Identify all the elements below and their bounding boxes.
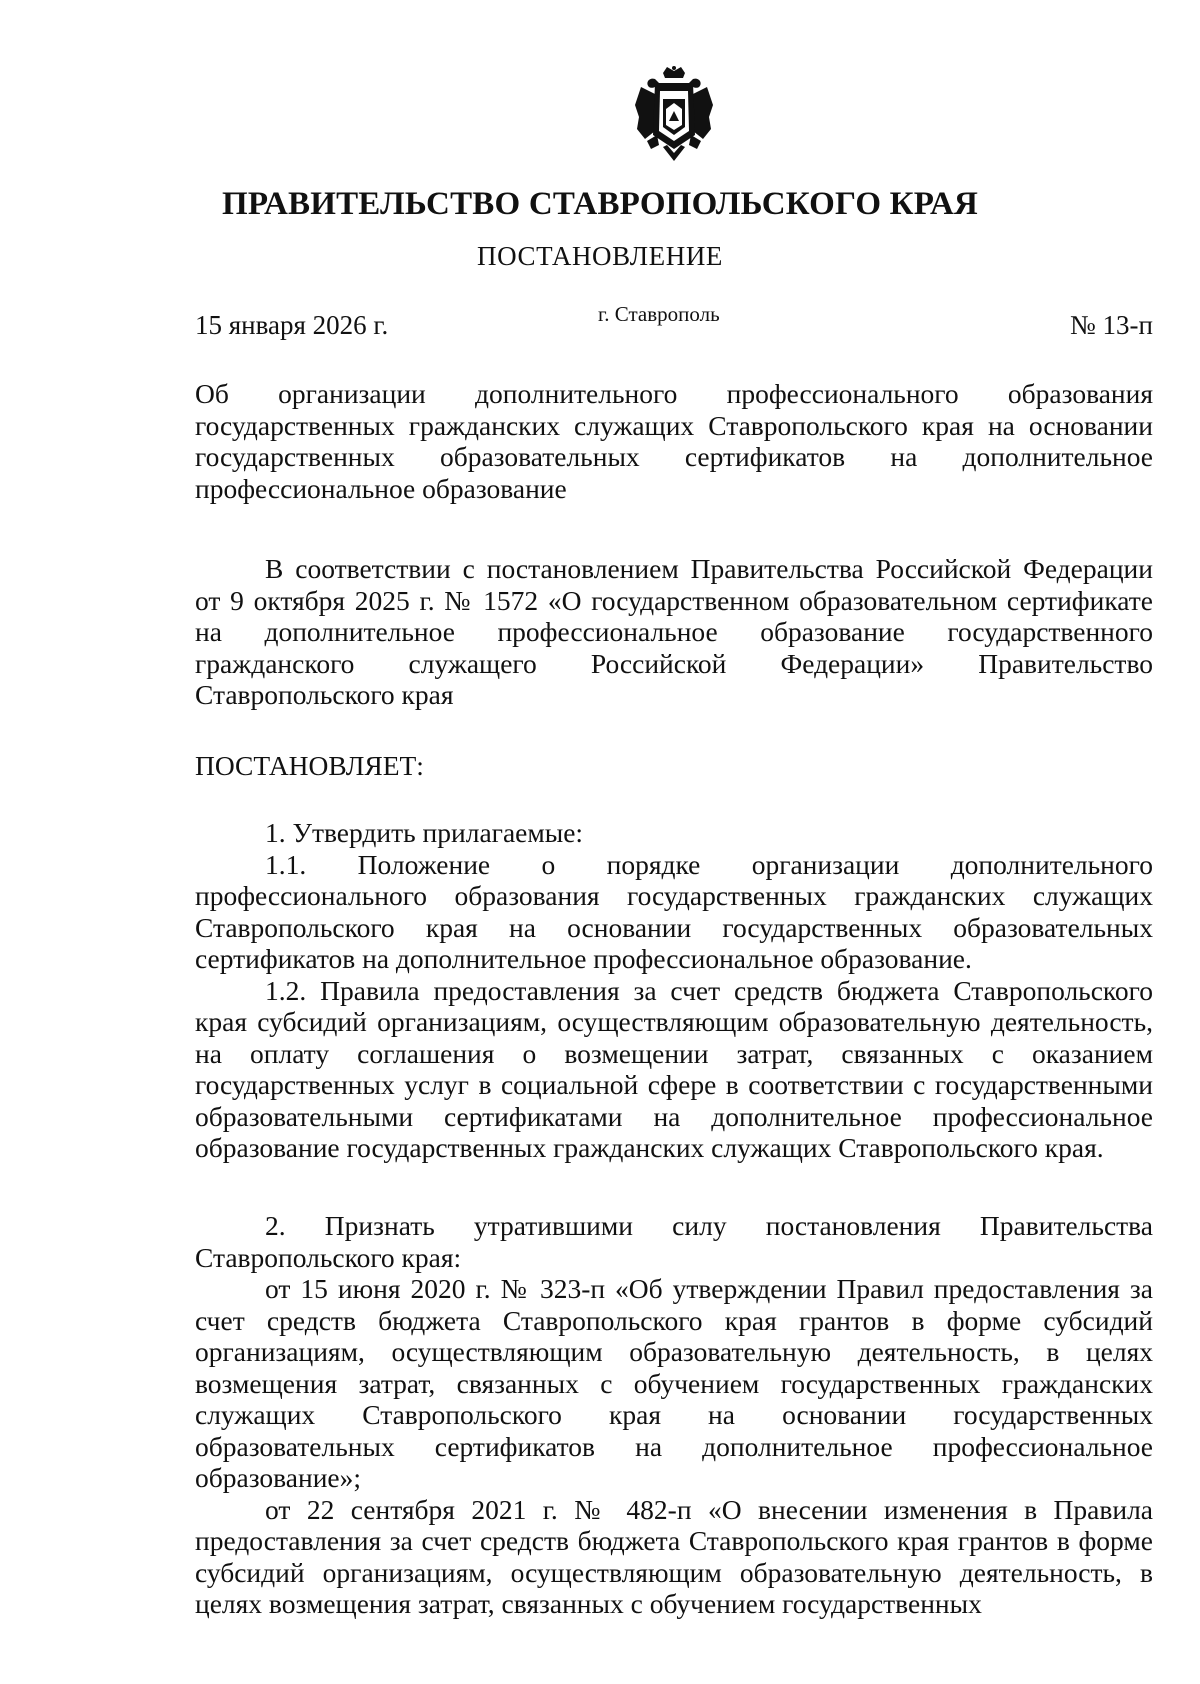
item-2-ref-2: от 22 сентября 2021 г. № 482-п «О внесении изменения в Правила предоставления за счет средств бюджета Ставропольского края грантов в форме субсидий организациям, осуществляющим образовательную деятельность, в целях возмещения затрат, связанных с обучением государственных	[195, 1493, 1153, 1619]
resolves-heading: ПОСТАНОВЛЯЕТ:	[195, 750, 424, 781]
document-kind: ПОСТАНОВЛЕНИЕ	[476, 241, 724, 271]
preamble-section	[195, 553, 1153, 711]
document-subject: Об организации дополнительного профессионального образования государственных гражданских служащих Ставропольского края на основании государственных образовательных сертификатов на дополнительное профессиональное образование	[195, 378, 1153, 504]
item-2-ref-1: от 15 июня 2020 г. № 323-п «Об утверждении Правил предоставления за счет средств бюджета Ставропольского края грантов в форме субсидий организациям, осуществляющим образовательную деятельность, в целях возмещения затрат, связанных с обучением государственных гражданских служащих Ставропольского края на основании государственных образовательных сертификатов на дополнительное профессиональное образование»;	[195, 1273, 1153, 1493]
document-number: № 13-п	[1070, 310, 1153, 340]
item-1-2: 1.2. Правила предоставления за счет средств бюджета Ставропольского края субсидий организациям, осуществляющим образовательную деятельность, на оплату соглашения о возмещении затрат, связанных с оказанием государственных услуг в социальной сфере в соответствии с государственными образовательными сертификатами на дополнительное профессиональное образование государственных гражданских служащих Ставропольского края.	[195, 974, 1153, 1163]
preamble-text: В соответствии с постановлением Правительства Российской Федерации от 9 октября 2025 г. № 1572 «О государственном образовательном сертификате на дополнительное профессиональное образование государственного гражданского служащего Российской Федерации» Правительство Ставропольского края	[195, 553, 1153, 710]
item-2-intro: 2. Признать утратившими силу постановления Правительства Ставропольского края:	[195, 1210, 1153, 1273]
document-city: г. Ставрополь	[598, 302, 720, 326]
item-2-section	[195, 1210, 1153, 1620]
government-title: ПРАВИТЕЛЬСТВО СТАВРОПОЛЬСКОГО КРАЯ	[221, 186, 979, 222]
item-1-intro: 1. Утвердить прилагаемые:	[265, 817, 584, 848]
coat-of-arms-icon	[633, 65, 715, 165]
item-1-section	[195, 817, 1153, 1164]
document-date: 15 января 2026 г.	[195, 310, 389, 340]
item-1-1: 1.1. Положение о порядке организации дополнительного профессионального образования государственных гражданских служащих Ставропольского края на основании государственных образовательных сертификатов на дополнительное профессиональное образование.	[195, 848, 1153, 974]
